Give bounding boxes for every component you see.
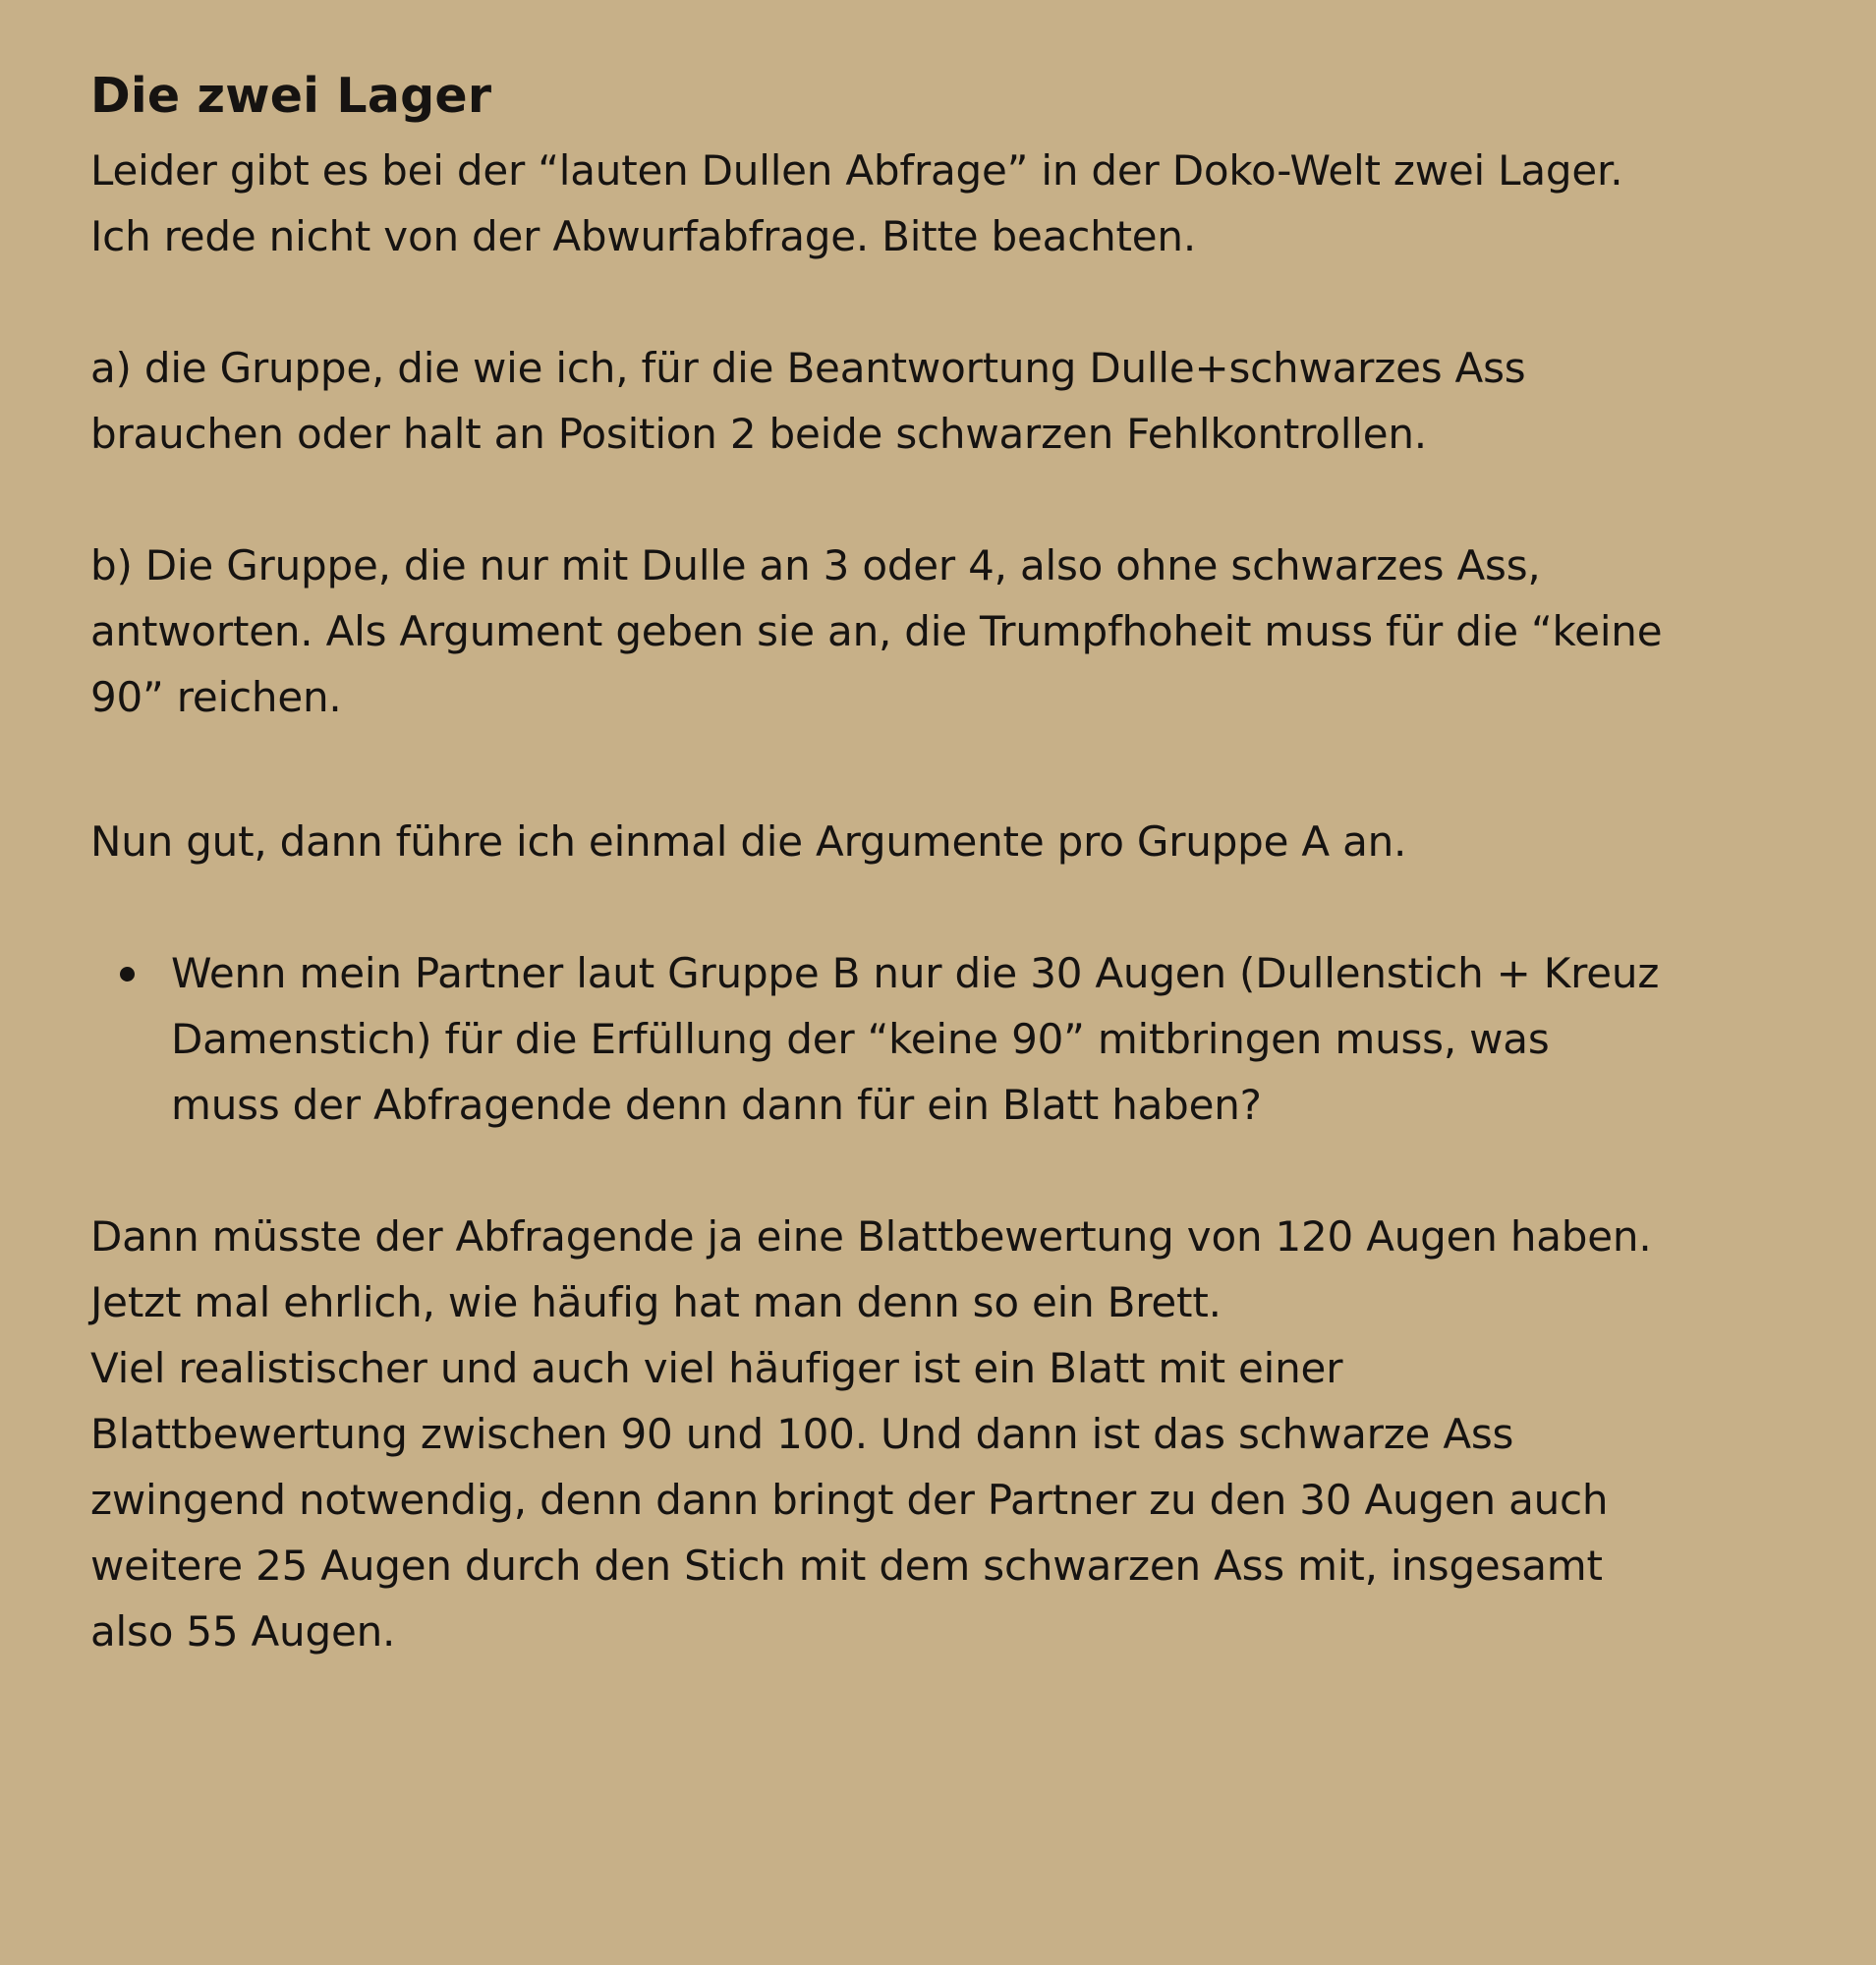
spacer: [90, 1138, 1820, 1204]
conclusion-line: Dann müsste der Abfragende ja eine Blattbewertung von 120 Augen haben.: [90, 1212, 1652, 1261]
page-title: Die zwei Lager: [90, 68, 492, 124]
intro-paragraph: [90, 138, 1820, 269]
spacer: [90, 730, 1820, 809]
bullet-line: Damenstich) für die Erfüllung der “keine 90” mitbringen muss, was: [171, 1015, 1550, 1063]
transition-paragraph: [90, 809, 1820, 874]
conclusion-line: Jetzt mal ehrlich, wie häufig hat man denn so ein Brett.: [90, 1278, 1222, 1326]
conclusion-line: Blattbewertung zwischen 90 und 100. Und dann ist das schwarze Ass: [90, 1410, 1514, 1458]
group-a-line: a) die Gruppe, die wie ich, für die Beantwortung Dulle+schwarzes Ass: [90, 344, 1526, 392]
conclusion-line: zwingend notwendig, denn dann bringt der Partner zu den 30 Augen auch: [90, 1476, 1609, 1524]
spacer: [90, 874, 1820, 940]
conclusion-line: Viel realistischer und auch viel häufiger ist ein Blatt mit einer: [90, 1344, 1343, 1392]
spacer: [90, 269, 1820, 335]
conclusion-paragraph: [90, 1204, 1820, 1664]
spacer: [90, 467, 1820, 533]
group-a-paragraph: [90, 335, 1820, 467]
argument-list: [90, 940, 1820, 1138]
group-b-line: 90” reichen.: [90, 673, 342, 721]
bullet-icon: [120, 967, 135, 982]
list-item: [171, 940, 1820, 1138]
group-b-line: b) Die Gruppe, die nur mit Dulle an 3 oder 4, also ohne schwarzes Ass,: [90, 541, 1541, 590]
group-b-paragraph: [90, 533, 1820, 730]
intro-line: Leider gibt es bei der “lauten Dullen Abfrage” in der Doko-Welt zwei Lager.: [90, 146, 1623, 195]
conclusion-line: weitere 25 Augen durch den Stich mit dem schwarzen Ass mit, insgesamt: [90, 1542, 1603, 1590]
group-a-line: brauchen oder halt an Position 2 beide schwarzen Fehlkontrollen.: [90, 410, 1427, 458]
transition-line: Nun gut, dann führe ich einmal die Argumente pro Gruppe A an.: [90, 817, 1407, 866]
bullet-line: Wenn mein Partner laut Gruppe B nur die 30 Augen (Dullenstich + Kreuz: [171, 949, 1660, 997]
group-b-line: antworten. Als Argument geben sie an, die Trumpfhoheit muss für die “keine: [90, 607, 1663, 655]
intro-line: Ich rede nicht von der Abwurfabfrage. Bitte beachten.: [90, 212, 1196, 260]
bullet-line: muss der Abfragende denn dann für ein Blatt haben?: [171, 1081, 1262, 1129]
document-page: [90, 61, 1820, 1664]
conclusion-line: also 55 Augen.: [90, 1607, 396, 1656]
